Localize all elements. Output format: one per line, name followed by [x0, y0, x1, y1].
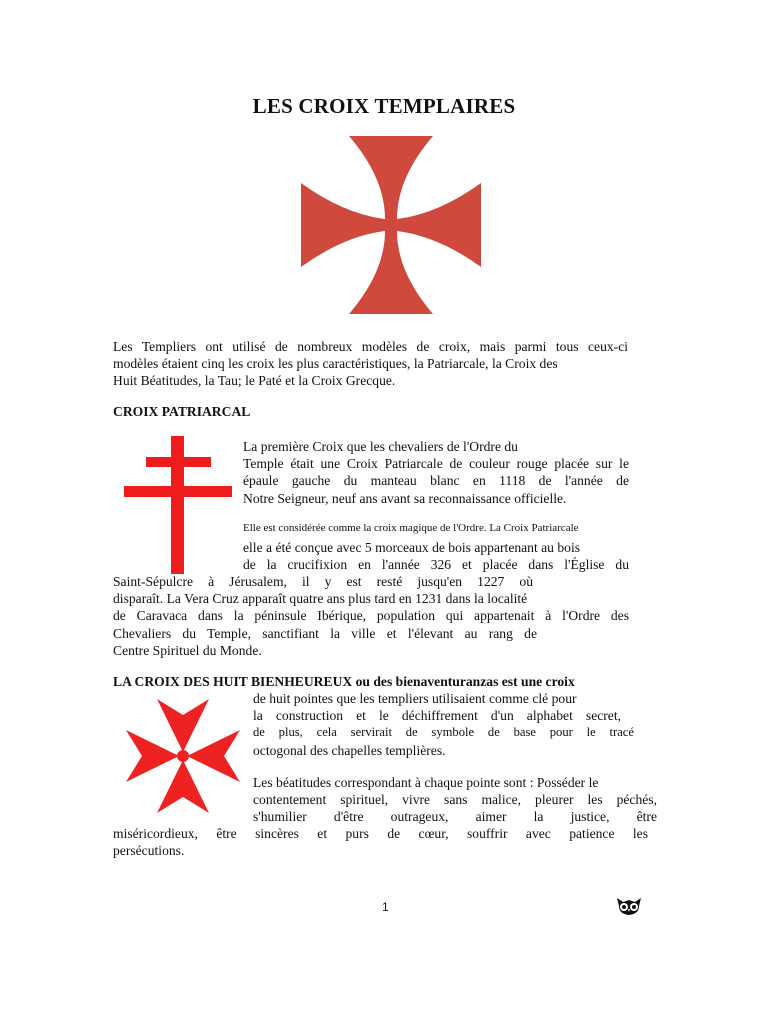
page-number: 1 — [382, 900, 389, 914]
patriarcal-small-line: Elle est considérée comme la croix magique de l'Ordre. La Croix Patriarcale — [243, 522, 579, 534]
intro-paragraph — [113, 338, 628, 390]
text-line: miséricordieux, être sincères et purs de cœur, souffrir avec patience les — [113, 826, 648, 841]
text-line: La première Croix que les chevaliers de l'Ordre du — [243, 439, 518, 454]
patriarcal-paragraph-2-indented — [243, 539, 629, 573]
text-line: de Caravaca dans la péninsule Ibérique, population qui appartenait à l'Ordre des — [113, 608, 629, 624]
text-line: persécutions. — [113, 843, 185, 859]
cross-pattee-icon — [301, 136, 481, 314]
text-line: épaule gauche du manteau blanc en 1118 de l'année de — [243, 473, 629, 489]
owl-icon — [615, 896, 643, 916]
text-line: contentement spirituel, vivre sans malice, pleurer les péchés, — [253, 792, 657, 808]
patriarchal-cross-icon — [124, 436, 232, 574]
text-line: Temple était une Croix Patriarcale de couleur rouge placée sur le — [243, 456, 629, 472]
section-heading-huit-bienheureux: LA CROIX DES HUIT BIENHEUREUX ou des bienaventuranzas est une croix — [113, 674, 575, 689]
text-line: s'humilier d'être outrageux, aimer la justice, être — [253, 809, 657, 825]
text-line: de huit pointes que les templiers utilisaient comme clé pour — [253, 691, 577, 706]
intro-line: Les Templiers ont utilisé de nombreux modèles de croix, mais parmi tous ceux-ci — [113, 339, 628, 354]
text-line: Saint-Sépulcre à Jérusalem, il y est resté jusqu'en 1227 où — [113, 574, 533, 589]
section-heading-patriarcal: CROIX PATRIARCAL — [113, 404, 251, 419]
huit-paragraph-2-full — [113, 825, 648, 859]
page-title: LES CROIX TEMPLAIRES — [252, 94, 516, 118]
huit-paragraph-1 — [253, 690, 634, 759]
huit-paragraph-2-indented — [253, 774, 657, 826]
patriarcal-paragraph-1 — [243, 438, 629, 507]
patriarcal-paragraph-2-full — [113, 573, 629, 659]
intro-line: modèles étaient cinq les croix les plus caractéristiques, la Patriarcale, la Croix des — [113, 356, 558, 372]
text-line: Notre Seigneur, neuf ans avant sa reconnaissance officielle. — [243, 490, 567, 506]
text-line: elle a été conçue avec 5 morceaux de bois appartenant au bois — [243, 540, 581, 555]
text-line: disparaît. La Vera Cruz apparaît quatre ans plus tard en 1231 dans la localité — [113, 591, 528, 607]
maltese-cross-icon — [124, 698, 242, 814]
text-line: octogonal des chapelles templières. — [253, 742, 446, 758]
text-line: Chevaliers du Temple, sanctifiant la ville et l'élevant au rang de — [113, 625, 537, 641]
text-line: Centre Spirituel du Monde. — [113, 642, 262, 658]
text-line: la construction et le déchiffrement d'un alphabet secret, — [253, 708, 621, 724]
text-line: Les béatitudes correspondant à chaque pointe sont : Posséder le — [253, 775, 599, 790]
text-line: de plus, cela servirait de symbole de base pour le tracé — [253, 725, 634, 740]
intro-line: Huit Béatitudes, la Tau; le Paté et la Croix Grecque. — [113, 373, 396, 389]
text-line: de la crucifixion en l'année 326 et placée dans l'Église du — [243, 557, 629, 573]
